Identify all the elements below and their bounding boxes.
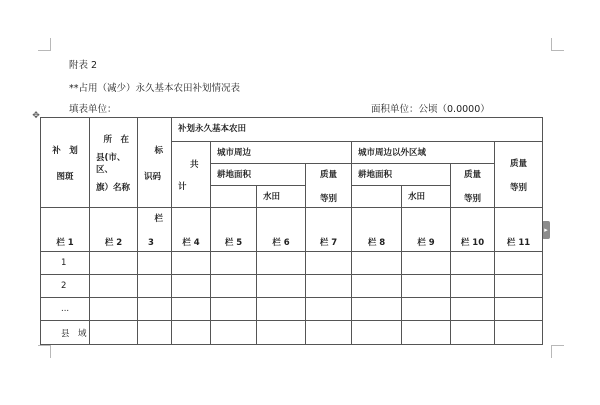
table-cell[interactable]	[257, 252, 306, 275]
table-cell[interactable]	[402, 252, 451, 275]
header-idcode-top: 标	[154, 145, 163, 156]
header-urban-cultivated-blank	[211, 186, 257, 208]
header-urban-quality-bottom: 等别	[319, 193, 337, 204]
table-cell[interactable]	[495, 321, 543, 345]
row-label-1: 1	[41, 252, 90, 275]
header-urban-area: 城市周边	[211, 142, 352, 164]
header-urban-paddy: 水田	[257, 186, 306, 208]
table-cell[interactable]	[138, 321, 172, 345]
table-cell[interactable]	[90, 298, 138, 321]
column-number-9: 栏 9	[402, 208, 451, 252]
header-quality-grade-top: 质量	[510, 158, 528, 169]
column-number-4: 栏 4	[172, 208, 211, 252]
table-cell[interactable]	[138, 275, 172, 298]
row-label-county-total: 县 域	[41, 321, 90, 345]
column-number-5: 栏 5	[211, 208, 257, 252]
page-corner-mark-bottom-left	[38, 345, 51, 358]
row-label-2: 2	[41, 275, 90, 298]
header-quality-grade-bottom: 等别	[510, 182, 528, 193]
table-title: **占用（减少）永久基本农田补划情况表	[69, 83, 241, 94]
header-outside-cultivated-blank	[352, 186, 402, 208]
table-cell[interactable]	[451, 275, 495, 298]
header-idcode-bottom: 识码	[144, 171, 162, 182]
header-total-top: 共	[190, 159, 199, 170]
header-outside-quality	[451, 164, 495, 208]
table-cell[interactable]	[138, 298, 172, 321]
header-outside-paddy: 水田	[402, 186, 451, 208]
column-number-1: 栏 1	[41, 208, 90, 252]
header-plot-top: 补 划	[52, 145, 78, 156]
table-move-handle-icon[interactable]: ✥	[32, 111, 40, 121]
table-cell[interactable]	[211, 275, 257, 298]
table-cell[interactable]	[306, 321, 352, 345]
header-county-mid: 县(市、区、	[96, 152, 126, 175]
header-cell-quality-grade	[495, 142, 543, 208]
table-cell[interactable]	[211, 321, 257, 345]
table-cell[interactable]	[352, 321, 402, 345]
column-number-10: 栏 10	[451, 208, 495, 252]
page-corner-mark-top-left	[38, 38, 51, 51]
table-cell[interactable]	[451, 298, 495, 321]
supplement-table	[40, 117, 543, 345]
column-number-row	[41, 208, 543, 252]
side-panel-tab-icon[interactable]: ▸	[542, 221, 550, 239]
table-cell[interactable]	[402, 321, 451, 345]
table-cell[interactable]	[172, 321, 211, 345]
header-outside-quality-top: 质量	[463, 169, 481, 180]
header-plot-bottom: 图斑	[56, 171, 74, 182]
table-cell[interactable]	[257, 275, 306, 298]
header-urban-cultivated: 耕地面积	[211, 164, 306, 186]
table-cell[interactable]	[138, 252, 172, 275]
header-cell-county	[90, 118, 138, 208]
column-number-2: 栏 2	[90, 208, 138, 252]
table-cell[interactable]	[90, 275, 138, 298]
table-cell[interactable]	[90, 252, 138, 275]
header-outside-quality-bottom: 等别	[463, 193, 481, 204]
header-urban-quality-top: 质量	[319, 169, 337, 180]
header-county-top: 所 在	[103, 134, 129, 145]
header-cell-plot	[41, 118, 90, 208]
fill-unit-label: 填表单位：	[69, 104, 117, 115]
header-cell-idcode	[138, 118, 172, 208]
area-unit-label: 面积单位：公顷（0.0000）	[371, 104, 490, 115]
table-cell[interactable]	[352, 275, 402, 298]
column-number-11: 栏 11	[495, 208, 543, 252]
column-number-7: 栏 7	[306, 208, 352, 252]
table-cell[interactable]	[402, 275, 451, 298]
column-number-6: 栏 6	[257, 208, 306, 252]
table-cell[interactable]	[90, 321, 138, 345]
header-outside-cultivated: 耕地面积	[352, 164, 451, 186]
table-cell[interactable]	[352, 298, 402, 321]
column-number-3-bottom: 3	[148, 238, 154, 248]
table-cell[interactable]	[495, 275, 543, 298]
column-number-3	[138, 208, 172, 252]
header-outside-area: 城市周边以外区域	[352, 142, 495, 164]
table-row	[41, 252, 543, 275]
attachment-label: 附表 2	[69, 60, 98, 71]
table-row	[41, 275, 543, 298]
column-number-3-top: 栏	[154, 214, 163, 224]
header-urban-quality	[306, 164, 352, 208]
table-cell[interactable]	[495, 252, 543, 275]
table-cell[interactable]	[306, 252, 352, 275]
table-cell[interactable]	[172, 252, 211, 275]
header-county-bottom: 旗）名称	[96, 182, 131, 193]
table-cell[interactable]	[211, 298, 257, 321]
table-cell[interactable]	[306, 275, 352, 298]
column-number-8: 栏 8	[352, 208, 402, 252]
page-corner-mark-top-right	[551, 38, 564, 51]
table-cell[interactable]	[451, 252, 495, 275]
table-cell[interactable]	[352, 252, 402, 275]
table-cell[interactable]	[306, 298, 352, 321]
table-row	[41, 298, 543, 321]
table-cell[interactable]	[257, 298, 306, 321]
table-cell[interactable]	[495, 298, 543, 321]
row-label-ellipsis: ...	[41, 298, 90, 321]
table-cell[interactable]	[402, 298, 451, 321]
header-cell-total	[172, 142, 211, 208]
table-cell[interactable]	[172, 298, 211, 321]
table-row	[41, 321, 543, 345]
table-cell[interactable]	[211, 252, 257, 275]
header-total-bottom: 计	[178, 181, 187, 192]
table-cell[interactable]	[257, 321, 306, 345]
header-group-main: 补划永久基本农田	[172, 118, 543, 142]
page-corner-mark-bottom-right	[551, 345, 564, 358]
table-cell[interactable]	[451, 321, 495, 345]
table-cell[interactable]	[172, 275, 211, 298]
